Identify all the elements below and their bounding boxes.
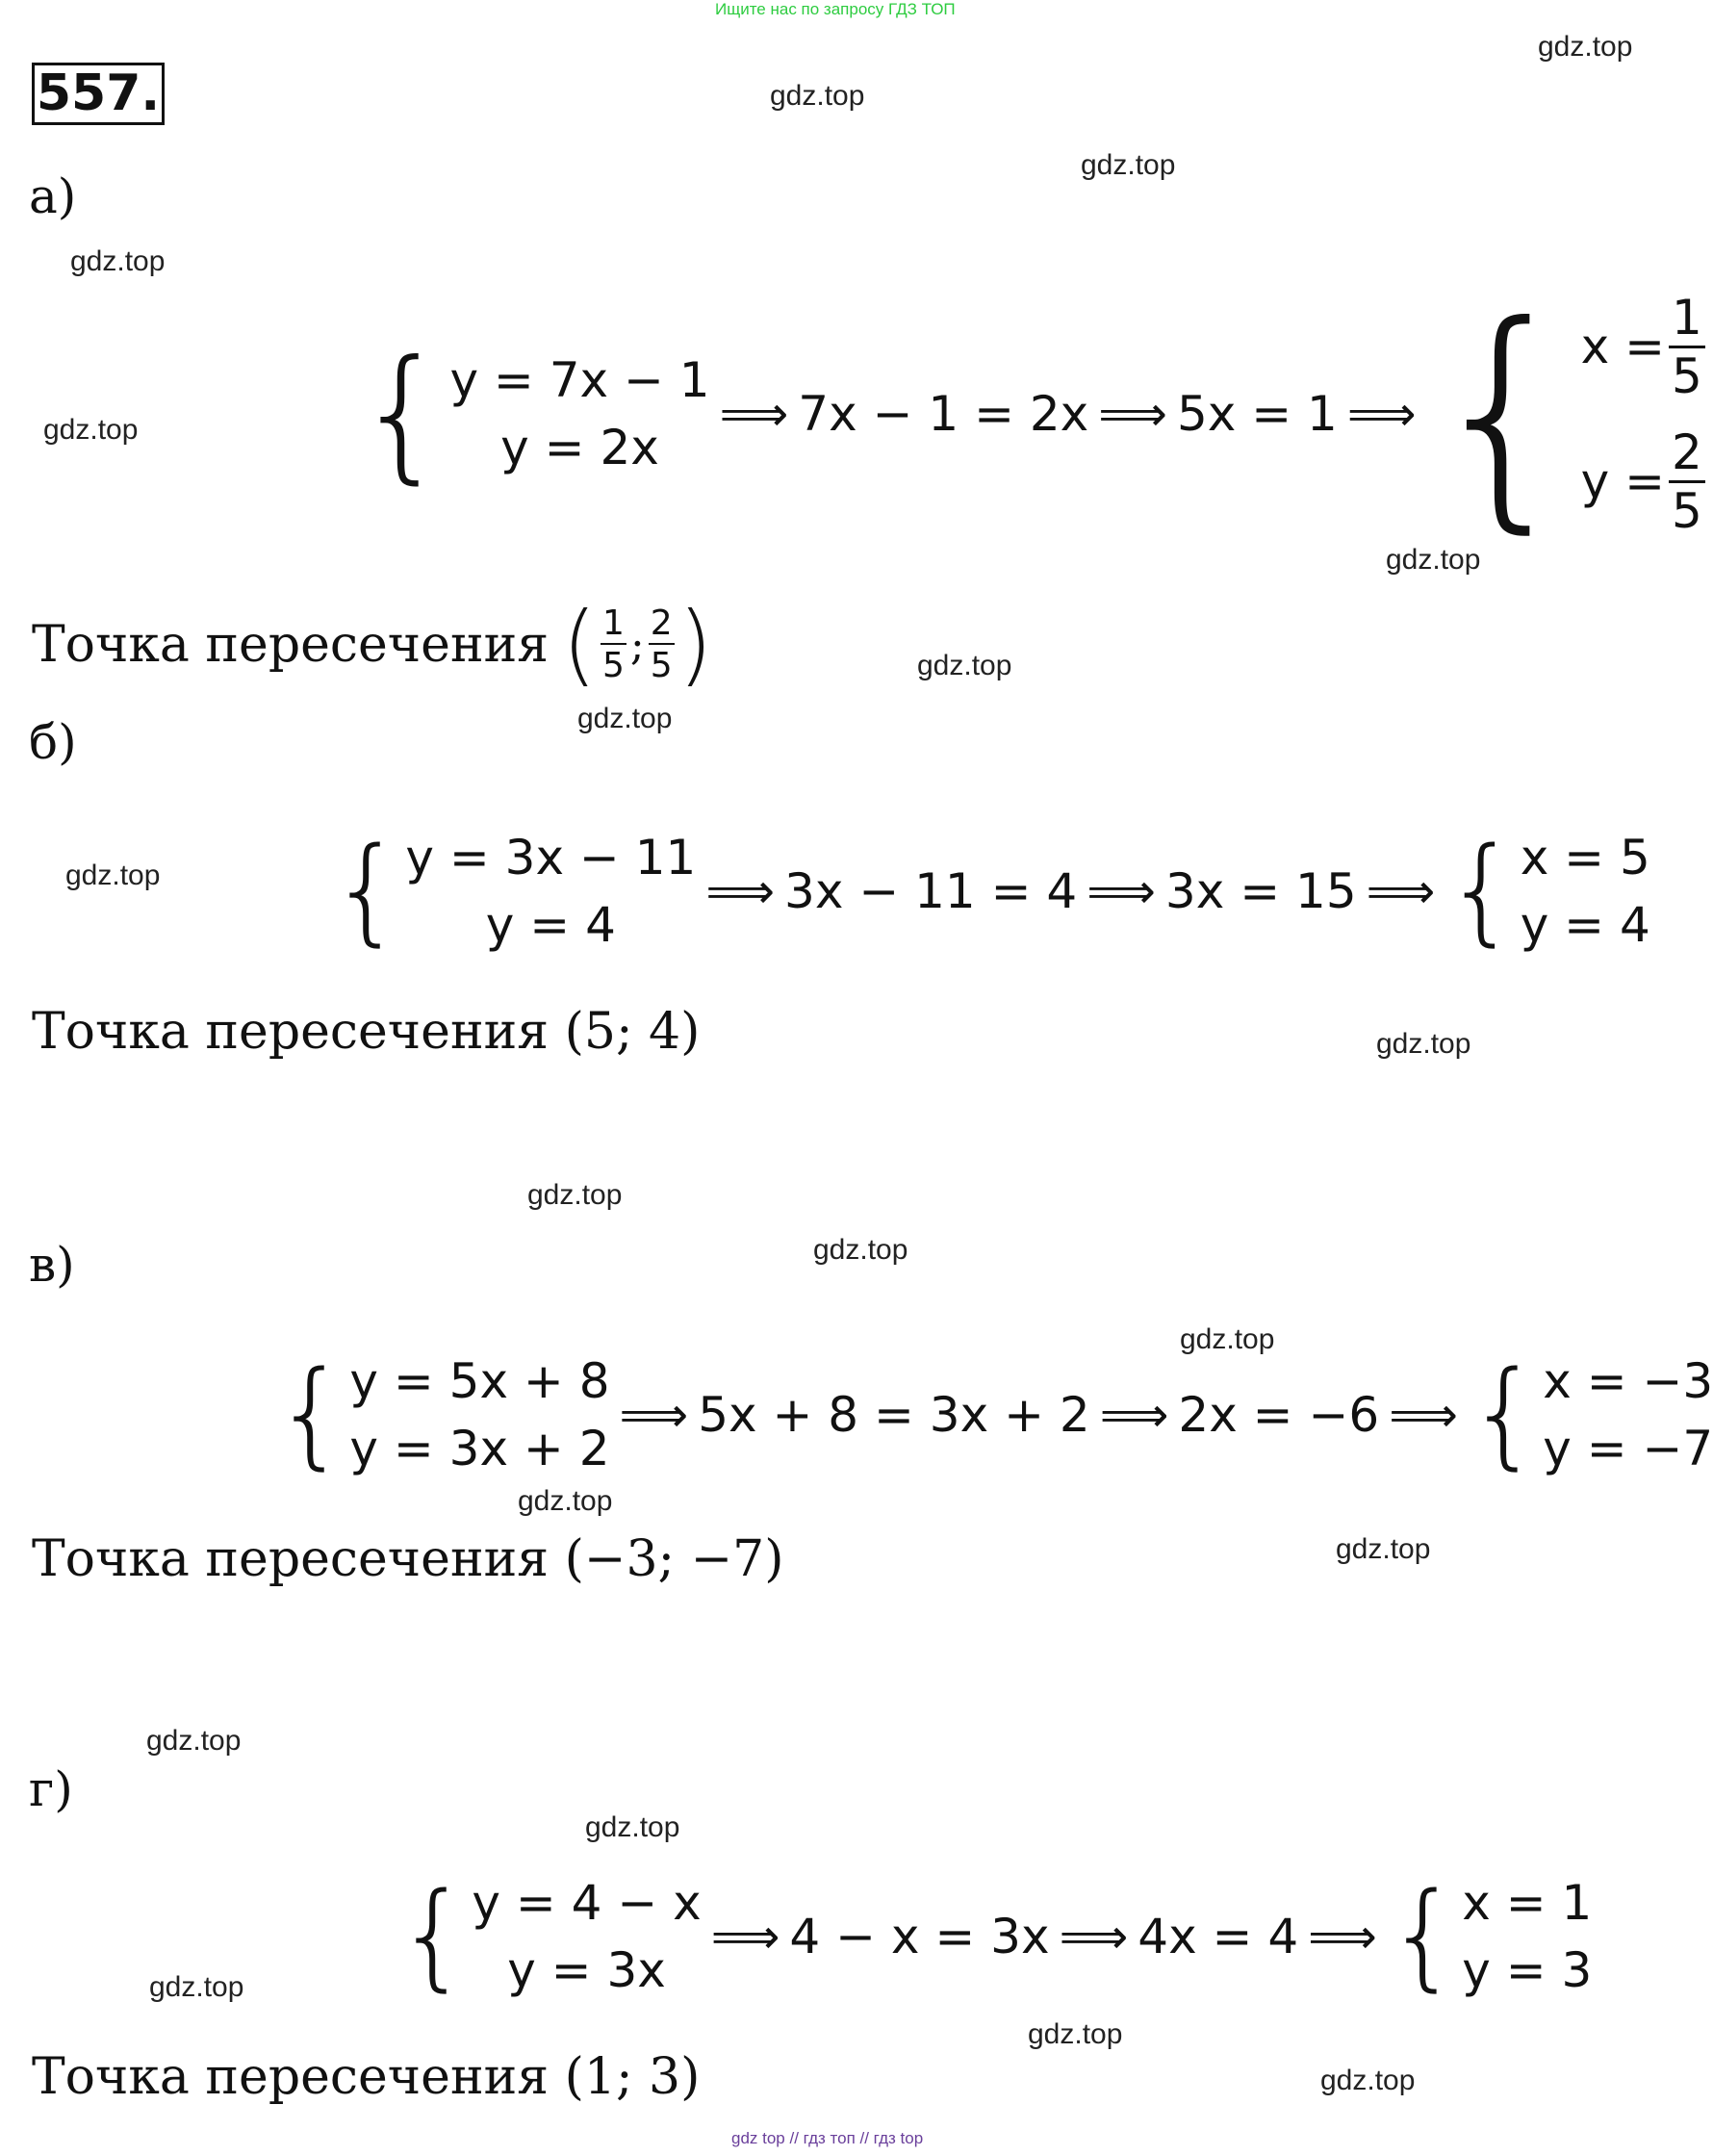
part-v-result bbox=[1543, 1348, 1713, 1482]
brace-icon: { bbox=[274, 1348, 348, 1481]
implies-icon: ⟹ bbox=[1098, 386, 1167, 442]
equation: 4 − x = 3x bbox=[789, 1909, 1050, 1964]
equation: y = 3x − 11 bbox=[405, 830, 697, 886]
problem-number: 557. bbox=[32, 63, 165, 125]
implies-icon: ⟹ bbox=[1366, 863, 1436, 919]
equation: x = −3 bbox=[1543, 1353, 1713, 1409]
equation: y = 5x + 8 bbox=[349, 1353, 610, 1409]
part-b-solution bbox=[330, 824, 1650, 959]
implies-icon: ⟹ bbox=[1308, 1909, 1377, 1964]
equation: 3x − 11 = 4 bbox=[784, 863, 1078, 919]
implies-icon: ⟹ bbox=[705, 863, 776, 919]
fraction: $\frac{2}{5}$ bbox=[1669, 428, 1705, 535]
part-g-label: г) bbox=[29, 1761, 73, 1817]
equation: 2x = −6 bbox=[1178, 1387, 1380, 1443]
equation: y = 3x + 2 bbox=[349, 1421, 610, 1476]
part-a-solution bbox=[356, 270, 1709, 558]
part-g-answer: Точка пересечения (1; 3) bbox=[32, 2048, 701, 2106]
implies-icon: ⟹ bbox=[1087, 863, 1156, 919]
watermark: gdz.top bbox=[577, 703, 673, 734]
part-a-result bbox=[1581, 279, 1709, 549]
implies-icon: ⟹ bbox=[1389, 1387, 1458, 1443]
watermark: gdz.top bbox=[1376, 1028, 1471, 1060]
implies-icon: ⟹ bbox=[1059, 1909, 1129, 1964]
equation: 7x − 1 = 2x bbox=[798, 386, 1089, 442]
watermark: gdz.top bbox=[149, 1971, 244, 2003]
equation: y = 7x − 1 bbox=[449, 352, 710, 408]
brace-icon: { bbox=[1425, 273, 1579, 553]
watermark: gdz.top bbox=[146, 1725, 242, 1757]
watermark: gdz.top bbox=[43, 414, 139, 446]
equation: y = 4 bbox=[485, 897, 616, 953]
watermark: gdz.top bbox=[65, 860, 161, 891]
separator: ; bbox=[629, 620, 645, 670]
part-v-system bbox=[349, 1348, 609, 1482]
watermark: gdz.top bbox=[770, 80, 865, 112]
part-a-label: а) bbox=[29, 168, 77, 224]
watermark: gdz.top bbox=[1081, 149, 1176, 181]
result-x: x = $\frac{1}{5}$ bbox=[1581, 279, 1709, 414]
watermark: gdz.top bbox=[527, 1179, 623, 1211]
part-b-label: б) bbox=[29, 714, 77, 770]
implies-icon: ⟹ bbox=[710, 1909, 780, 1964]
watermark: gdz.top bbox=[1538, 31, 1633, 63]
equation: y = 4 − x bbox=[472, 1875, 702, 1931]
equation: 5x = 1 bbox=[1176, 386, 1338, 442]
brace-icon: { bbox=[330, 824, 404, 958]
watermark: gdz.top bbox=[1336, 1533, 1431, 1565]
watermark: gdz.top bbox=[1028, 2018, 1123, 2050]
result-y: y = $\frac{2}{5}$ bbox=[1581, 414, 1709, 549]
equation: 5x + 8 = 3x + 2 bbox=[698, 1387, 1090, 1443]
equation: x = 5 bbox=[1520, 830, 1650, 886]
watermark: gdz.top bbox=[813, 1234, 908, 1266]
part-v-answer: Точка пересечения (−3; −7) bbox=[32, 1530, 784, 1588]
fraction: $\frac{2}{5}$ bbox=[650, 603, 673, 685]
part-b-answer: Точка пересечения (5; 4) bbox=[32, 1003, 701, 1061]
part-g-system bbox=[472, 1869, 701, 2004]
fraction: $\frac{1}{5}$ bbox=[1669, 294, 1705, 400]
equation: x = 1 bbox=[1462, 1875, 1593, 1931]
part-v-label: в) bbox=[29, 1237, 75, 1293]
implies-icon: ⟹ bbox=[719, 386, 789, 442]
equation: y = −7 bbox=[1543, 1421, 1713, 1476]
part-g-result bbox=[1462, 1869, 1592, 2004]
implies-icon: ⟹ bbox=[619, 1387, 689, 1443]
part-a-answer bbox=[32, 593, 713, 696]
watermark: gdz.top bbox=[1386, 544, 1481, 576]
watermark: gdz.top bbox=[1180, 1323, 1275, 1355]
part-g-solution bbox=[396, 1869, 1592, 2004]
brace-icon: { bbox=[1467, 1348, 1542, 1481]
equation: y = 2x bbox=[500, 420, 659, 475]
watermark: gdz.top bbox=[518, 1485, 613, 1517]
watermark: gdz.top bbox=[917, 650, 1012, 681]
equation: y = 3 bbox=[1462, 1942, 1593, 1998]
fraction: $\frac{1}{5}$ bbox=[601, 603, 625, 685]
watermark: gdz.top bbox=[70, 245, 166, 277]
brace-icon: { bbox=[1445, 824, 1519, 958]
equation: y = 4 bbox=[1520, 897, 1650, 953]
watermark: gdz.top bbox=[1320, 2065, 1416, 2096]
implies-icon: ⟹ bbox=[1346, 386, 1417, 442]
equation: 3x = 15 bbox=[1164, 863, 1357, 919]
equation: 4x = 4 bbox=[1138, 1909, 1299, 1964]
brace-icon: { bbox=[356, 330, 448, 498]
part-b-system bbox=[405, 824, 696, 959]
part-a-system bbox=[449, 346, 709, 481]
implies-icon: ⟹ bbox=[1099, 1387, 1169, 1443]
brace-icon: { bbox=[396, 1869, 471, 2003]
brace-icon: { bbox=[1386, 1869, 1461, 2003]
answer-text: Точка пересечения bbox=[32, 616, 550, 674]
part-b-result bbox=[1521, 824, 1650, 959]
equation: y = 3x bbox=[507, 1942, 666, 1998]
watermark: gdz.top bbox=[585, 1811, 680, 1843]
part-v-solution bbox=[274, 1348, 1713, 1482]
header-note[interactable]: Ищите нас по запросу ГДЗ ТОП bbox=[715, 0, 956, 18]
paren-icon: ) bbox=[678, 593, 713, 696]
footer-note[interactable]: gdz top // гдз топ // гдз top bbox=[731, 2129, 924, 2147]
paren-icon: ( bbox=[562, 593, 597, 696]
